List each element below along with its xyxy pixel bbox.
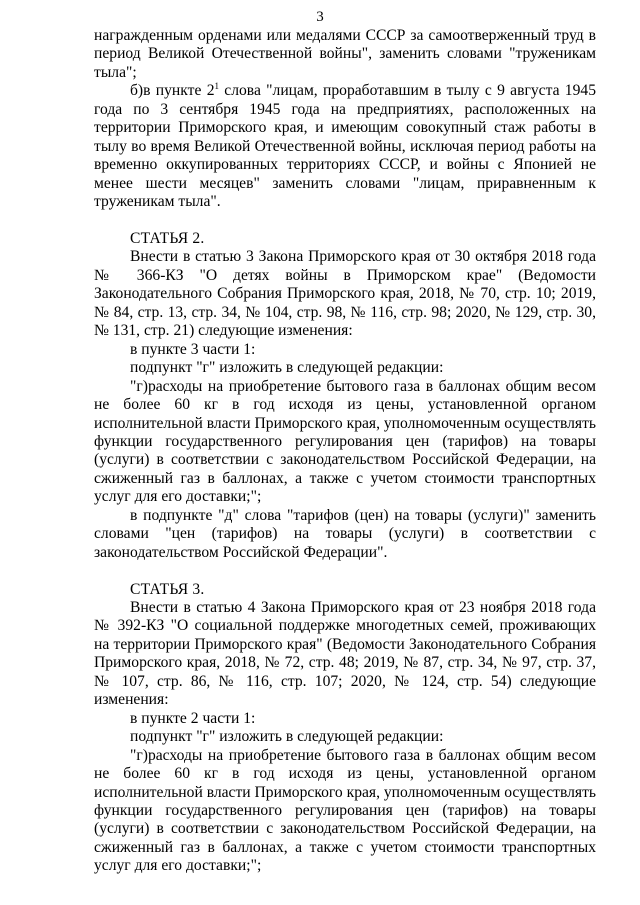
article-2-point: в пункте 3 части 1:: [130, 340, 256, 358]
article-3-intro: Внести в статью 4 Закона Приморского края от 23 ноября 2018 года № 392-КЗ "О социальной поддержке многодетных семей, проживающих на территории Приморского края" (Ведомости Законодательного Собрания Приморского края, 2018, № 72, стр. 48; 2019, № 87, стр. 34, № 97, стр. 37, № 107, стр. 86, № 116, стр. 107; 2020, № 124, стр. 54) следующие изменения:: [94, 599, 596, 709]
paragraph-item-b-start: б)в пункте 2: [130, 82, 215, 100]
article-2-intro: Внести в статью 3 Закона Приморского края от 30 октября 2018 года № 366-КЗ "О детях войны в Приморском крае" (Ведомости Законодательного Собрания Приморского края, 2018, № 70, стр. 10; 2019, № 84, стр. 13, стр. 34, № 104, стр. 98, № 116, стр. 98; 2020, № 129, стр. 30, № 131, стр. 21) следующие изменения:: [94, 248, 596, 340]
article-2-replacement: в подпункте "д" слова "тарифов (цен) на товары (услуги)" заменить словами "цен (тарифов) на товары (услуги) в соответствии с законодательством Российской Федерации".: [94, 506, 596, 561]
paragraph-continuation: награжденным орденами или медалями СССР за самоотверженный труд в период Великой Отечественной войны", заменить словами "труженикам тыла";: [94, 27, 596, 81]
article-3-subpoint: подпункт "г" изложить в следующей редакции:: [130, 728, 444, 746]
paragraph-item-b-text: слова "лицам, проработавшим в тылу с 9 августа 1945 года по 3 сентября 1945 года на предприятиях, расположенных на территории Приморского края, и имеющим совокупный стаж работы в тылу во время Великой Отечественной войны, исключая период работы на временно оккупированных территориях СССР, и войны с Японией не менее шести месяцев" заменить словами "лицам, приравненным к труженикам тыла".: [94, 82, 596, 211]
article-heading-3: СТАТЬЯ 3.: [130, 580, 205, 598]
article-2-new-wording: "г)расходы на приобретение бытового газа в баллонах общим весом не более 60 кг в год исходя из цены, установленной органом исполнительной власти Приморского края, уполномоченным осуществлять функции государственного регулирования цен (тарифов) на товары (услуги) в соответствии с законодательством Российской Федерации, на сжиженный газ в баллонах, а также с учетом стоимости транспортных услуг для его доставки;";: [94, 377, 596, 506]
paragraph-item-b: [94, 82, 596, 211]
page-number: 3: [316, 9, 324, 25]
spacer: [94, 212, 596, 230]
superscript-marker: 1: [214, 81, 219, 92]
article-3-new-wording: "г)расходы на приобретение бытового газа в баллонах общим весом не более 60 кг в год исходя из цены, установленной органом исполнительной власти Приморского края, уполномоченным осуществлять функции государственного регулирования цен (тарифов) на товары (услуги) в соответствии с законодательством Российской Федерации, на сжиженный газ в баллонах, а также с учетом стоимости транспортных услуг для его доставки;";: [94, 746, 596, 875]
article-heading-2: СТАТЬЯ 2.: [130, 229, 205, 247]
article-3-point: в пункте 2 части 1:: [130, 709, 256, 727]
document-body: [94, 27, 596, 876]
article-2-subpoint: подпункт "г" изложить в следующей редакции:: [130, 359, 444, 377]
spacer: [94, 562, 596, 580]
